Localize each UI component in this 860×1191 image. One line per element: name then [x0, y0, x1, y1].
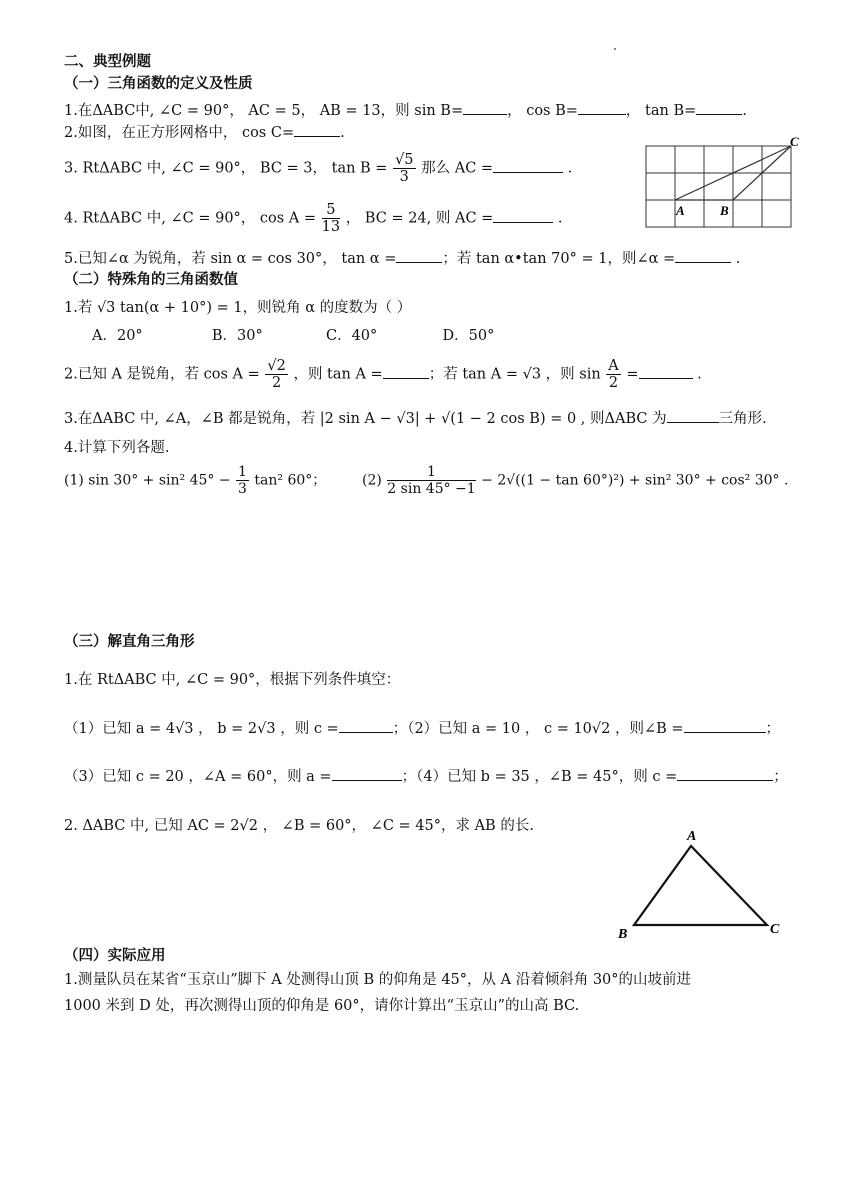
answer-blank[interactable] [396, 248, 442, 263]
option-a[interactable]: A．20° [92, 328, 143, 344]
fraction: $\frac{√2}{2}$ [267, 358, 286, 391]
part1-heading: （一）三角函数的定义及性质 [64, 76, 253, 92]
p3-q2: 2. ΔABC 中, 已知 AC = 2√2 ， ∠B = 60°， ∠C = 45°，求 AB 的长. [64, 818, 534, 834]
answer-blank[interactable] [696, 100, 742, 115]
answer-blank[interactable] [493, 208, 553, 223]
fraction: $\frac{1}{3}$ [238, 464, 247, 497]
p3-row1: （1）已知 a = 4√3 ， b = 2√3 ，则 c = ；（2）已知 a = 10 ， c = 10√2 ，则∠B = ； [64, 718, 780, 739]
p2-q4: 4.计算下列各题. [64, 440, 170, 456]
tri-label-a: A [687, 829, 697, 844]
answer-blank[interactable] [667, 408, 719, 423]
answer-blank[interactable] [383, 364, 429, 379]
option-c[interactable]: C．40° [325, 328, 378, 344]
tri-label-b: B [618, 927, 628, 942]
p3-q1: 1.在 RtΔABC 中, ∠C = 90°，根据下列条件填空： [64, 672, 401, 688]
part2-heading: （二）特殊角的三角函数值 [64, 272, 238, 288]
p2-q1: 1.若 √3 tan(α + 10°) = 1，则锐角 α 的度数为（ ） [64, 300, 412, 316]
square-grid-figure [640, 134, 804, 230]
p1-q4: 4. RtΔABC 中, ∠C = 90°， cos A = $\frac{5}{13}$ ， BC = 24, 则 AC = . [64, 202, 563, 235]
option-b[interactable]: B．30° [211, 328, 263, 344]
fraction: $\frac{5}{13}$ [321, 202, 341, 235]
part4-heading: （四）实际应用 [64, 948, 166, 964]
tri-label-c: C [770, 922, 780, 937]
section-title: 二、典型例题 [64, 54, 151, 70]
stray-dot [614, 48, 616, 50]
answer-blank[interactable] [675, 248, 731, 263]
answer-blank[interactable] [294, 122, 340, 137]
answer-blank[interactable] [677, 766, 773, 781]
p1-q2: 2.如图，在正方形网格中， cos C= . [64, 122, 345, 143]
p2-calc1: (1) sin 30° + sin² 45° − $\frac{1}{3}$ tan² 60°； [64, 464, 327, 497]
p1-q5: 5.已知∠α 为锐角，若 sin α = cos 30°， tan α = ；若 tan α•tan 70° = 1，则∠α = . [64, 248, 740, 269]
grid-label-a: A [676, 203, 685, 218]
p3-row2: （3）已知 c = 20 ，∠A = 60°，则 a = ；（4）已知 b = 35 ，∠B = 45°，则 c = ； [64, 766, 788, 787]
p2-q3: 3.在ΔABC 中, ∠A，∠B 都是锐角，若 |2 sin A − √3| + √(1 − 2 cos B) = 0 , 则ΔABC 为 三角形. [64, 408, 767, 429]
answer-blank[interactable] [332, 766, 402, 781]
answer-blank[interactable] [339, 718, 393, 733]
p2-options [92, 326, 494, 346]
grid-label-c: C [790, 134, 799, 149]
fraction: $\frac{1}{2 \sin 45^\circ -1}$ [387, 464, 476, 497]
answer-blank[interactable] [493, 158, 563, 173]
p1-q1: 1.在ΔABC中, ∠C = 90°， AC = 5， AB = 13，则 sin B= ， cos B= ， tan B= . [64, 100, 747, 121]
option-d[interactable]: D．50° [442, 328, 495, 344]
p4-q1-line1: 1.测量队员在某省“玉京山”脚下 A 处测得山顶 B 的仰角是 45°，从 A 沿着倾斜角 30°的山坡前进 [64, 972, 692, 988]
fraction: $\frac{A}{2}$ [608, 358, 619, 391]
p4-q1-line2: 1000 米到 D 处，再次测得山顶的仰角是 60°，请你计算出“玉京山”的山高 BC. [64, 998, 580, 1014]
answer-blank[interactable] [639, 364, 693, 379]
p2-q2: 2.已知 A 是锐角，若 cos A = $\frac{√2}{2}$ ，则 tan A = ；若 tan A = √3 ，则 sin $\frac{A}{2}$ = . [64, 358, 702, 391]
fraction: $\frac{√5}{3}$ [395, 152, 414, 185]
p2-calc2: (2) $\frac{1}{2 \sin 45^\circ -1}$ − 2√((1 − tan 60°)²) + sin² 30° + cos² 30° . [362, 464, 789, 497]
part3-heading: （三）解直角三角形 [64, 634, 195, 650]
grid-label-b: B [720, 203, 729, 218]
answer-blank[interactable] [684, 718, 766, 733]
p1-q3: 3. RtΔABC 中, ∠C = 90°， BC = 3， tan B = $\frac{√5}{3}$ 那么 AC = . [64, 152, 573, 185]
triangle-figure [612, 824, 792, 942]
answer-blank[interactable] [578, 100, 626, 115]
answer-blank[interactable] [463, 100, 507, 115]
